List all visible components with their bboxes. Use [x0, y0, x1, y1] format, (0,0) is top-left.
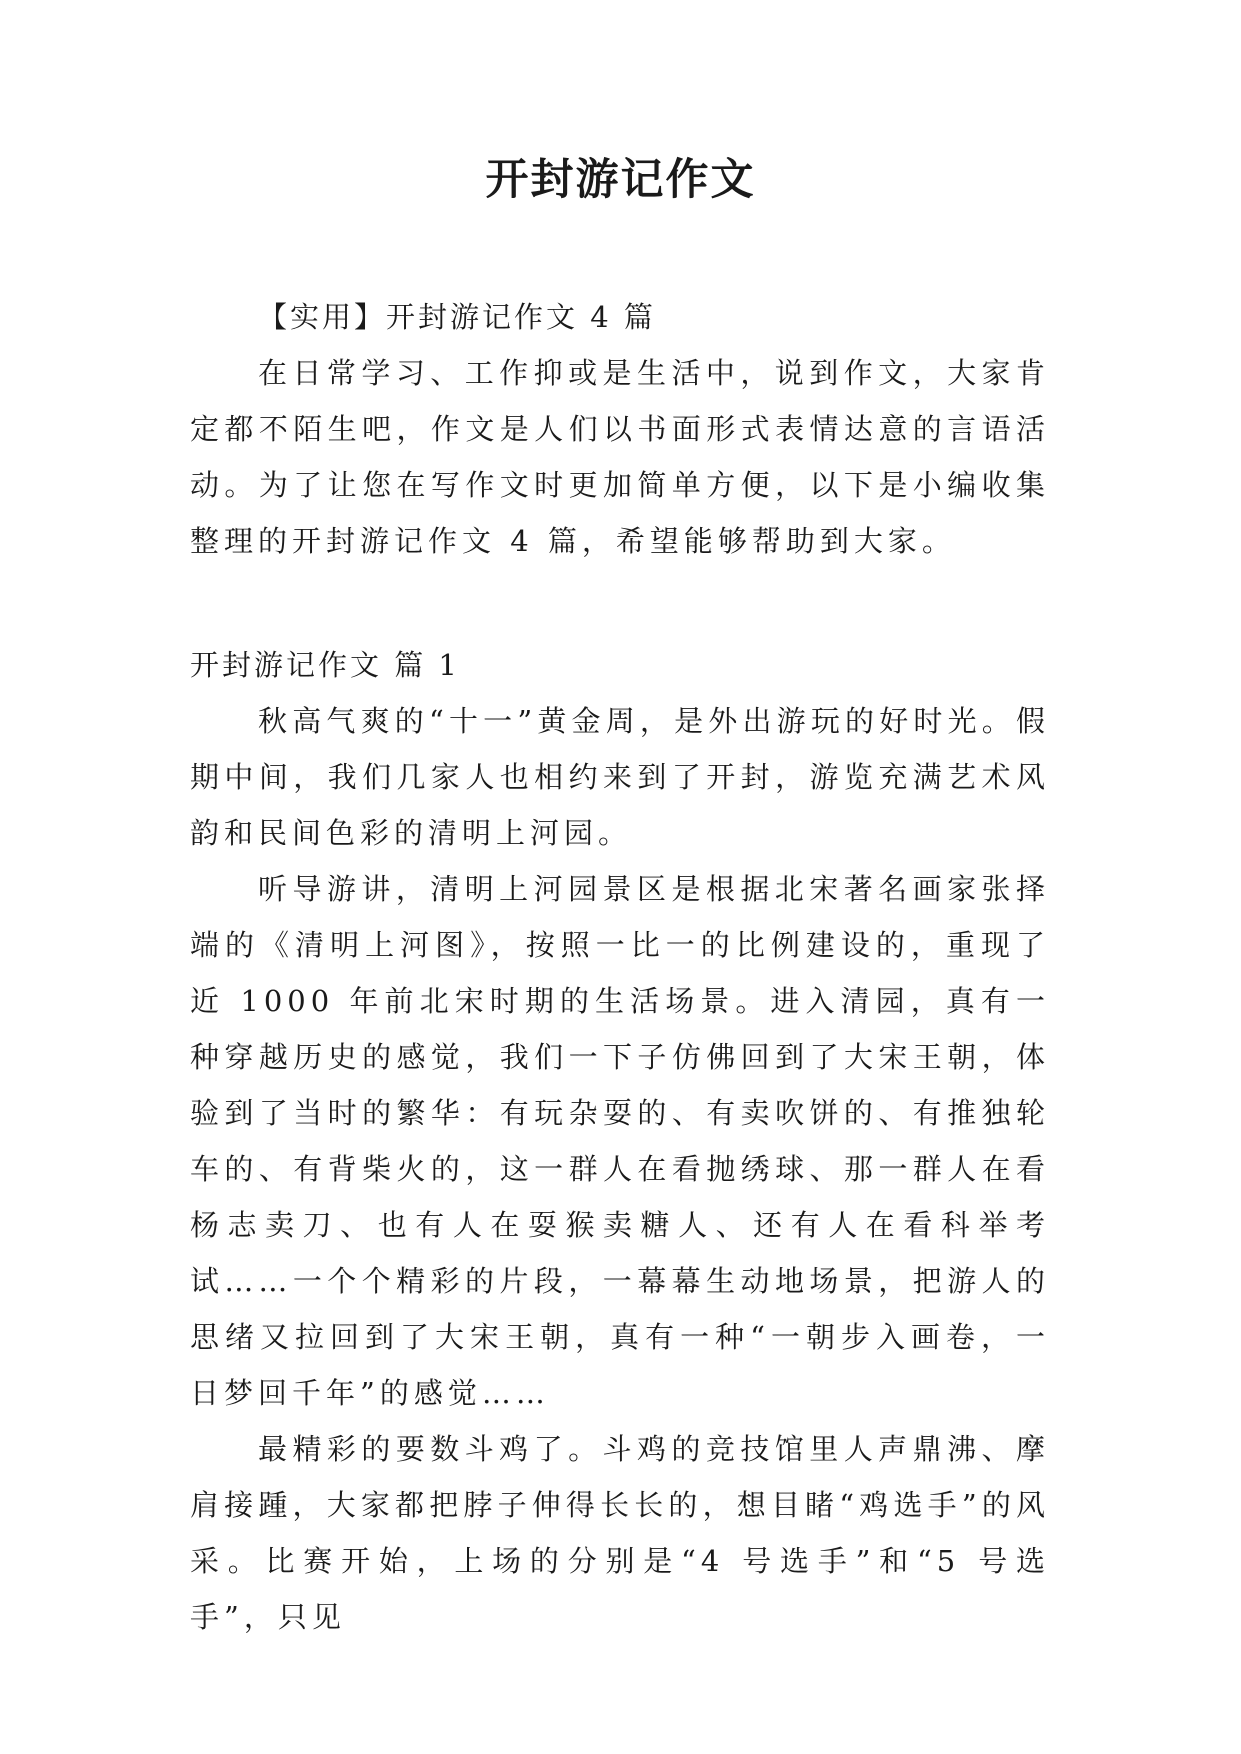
intro-paragraph: 在日常学习、工作抑或是生活中，说到作文，大家肯定都不陌生吧，作文是人们以书面形式表情达意的言语活动。为了让您在写作文时更加简单方便，以下是小编收集整理的开封游记作文 4 篇，希望能够帮助到大家。: [190, 356, 1050, 558]
paragraph: 听导游讲，清明上河园景区是根据北宋著名画家张择端的《清明上河图》，按照一比一的比例建设的，重现了近 1000 年前北宋时期的生活场景。进入清园，真有一种穿越历史的感觉，我们一下子仿佛回到了大宋王朝，体验到了当时的繁华：有玩杂耍的、有卖吹饼的、有推独轮车的、有背柴火的，这一群人在看抛绣球、那一群人在看杨志卖刀、也有人在耍猴卖糖人、还有人在看科举考试……一个个精彩的片段，一幕幕生动地场景，把游人的思绪又拉回到了大宋王朝，真有一种“一朝步入画卷，一日梦回千年”的感觉……: [190, 872, 1050, 1410]
paragraph: 最精彩的要数斗鸡了。斗鸡的竞技馆里人声鼎沸、摩肩接踵，大家都把脖子伸得长长的，想目睹“鸡选手”的风采。比赛开始，上场的分别是“4 号选手”和“5 号选手”，只见: [190, 1432, 1050, 1634]
section-body: [190, 693, 1050, 1645]
intro-block: [190, 345, 1050, 569]
intro-heading: 【实用】开封游记作文 4 篇: [258, 300, 656, 334]
section-heading: 开封游记作文 篇 1: [190, 648, 460, 682]
paragraph: 秋高气爽的“十一”黄金周，是外出游玩的好时光。假期中间，我们几家人也相约来到了开封，游览充满艺术风韵和民间色彩的清明上河园。: [190, 704, 1050, 850]
document-title: 开封游记作文: [485, 155, 756, 205]
